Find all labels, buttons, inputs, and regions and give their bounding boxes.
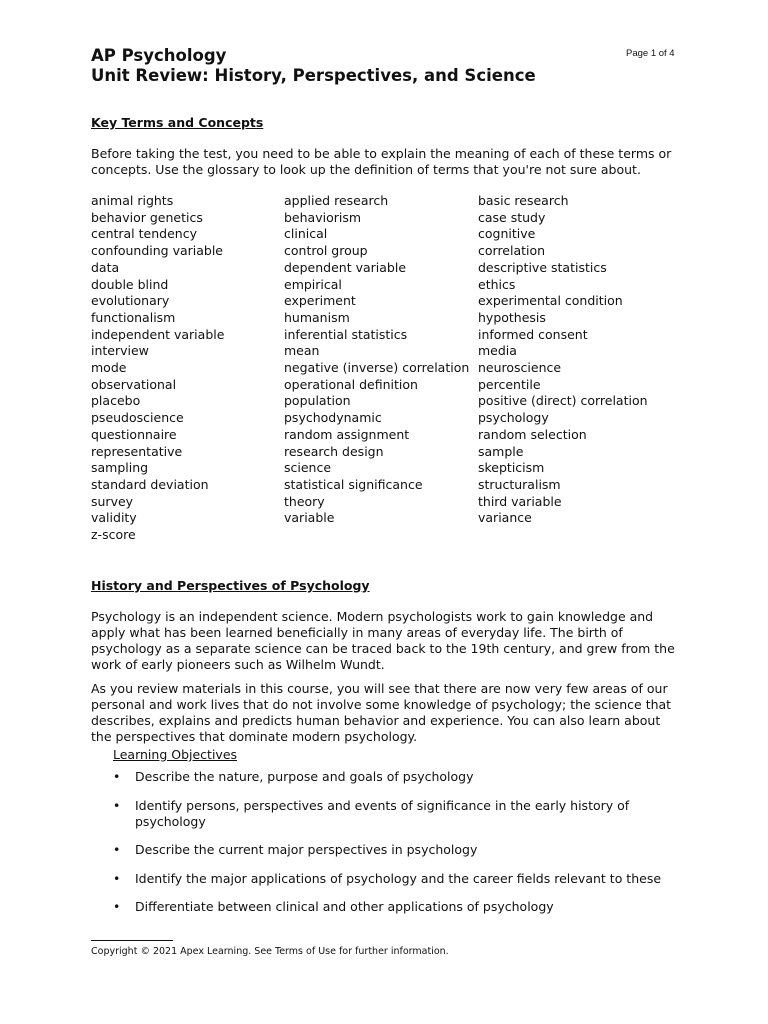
term-item: correlation bbox=[478, 243, 546, 259]
key-terms-list bbox=[91, 193, 691, 544]
term-item: pseudoscience bbox=[91, 410, 184, 426]
term-item: population bbox=[284, 393, 351, 409]
term-item: cognitive bbox=[478, 226, 536, 242]
term-item: science bbox=[284, 460, 332, 476]
history-paragraph-2: As you review materials in this course, you will see that there are now very few areas of our personal and work lives that do not involve some knowledge of psychology; the science that describes, explains and predicts human behavior and experience. You can also learn about the perspectives that dominate modern psychology. bbox=[91, 681, 672, 744]
bullet-icon: • bbox=[113, 842, 121, 857]
term-item: experiment bbox=[284, 293, 356, 309]
page-title bbox=[91, 46, 536, 86]
learning-objective-text: Describe the nature, purpose and goals of psychology bbox=[135, 769, 474, 784]
terms-column-3 bbox=[478, 193, 678, 544]
term-item: structuralism bbox=[478, 476, 561, 492]
unit-title: Unit Review: History, Perspectives, and Science bbox=[91, 66, 536, 85]
term-item: observational bbox=[91, 376, 177, 392]
learning-objectives-list bbox=[113, 769, 673, 928]
term-item: behavior genetics bbox=[91, 209, 203, 225]
term-item: applied research bbox=[284, 193, 389, 208]
term-item: empirical bbox=[284, 276, 342, 292]
terms-column-2 bbox=[284, 193, 478, 544]
term-item: independent variable bbox=[91, 326, 225, 342]
learning-objective-text: Identify the major applications of psychology and the career fields relevant to these bbox=[135, 870, 662, 886]
term-item: clinical bbox=[284, 226, 328, 242]
term-item: basic research bbox=[478, 193, 569, 208]
term-item: random assignment bbox=[284, 426, 410, 442]
term-item: mode bbox=[91, 360, 127, 376]
term-item: representative bbox=[91, 443, 183, 459]
term-item: evolutionary bbox=[91, 293, 170, 309]
key-terms-heading: Key Terms and Concepts bbox=[91, 115, 264, 130]
bullet-icon: • bbox=[113, 899, 121, 914]
course-title: AP Psychology bbox=[91, 46, 227, 65]
learning-objectives-heading: Learning Objectives bbox=[113, 747, 238, 762]
term-item: variable bbox=[284, 510, 335, 526]
term-item: interview bbox=[91, 343, 149, 359]
term-item: variance bbox=[478, 510, 532, 526]
term-item: validity bbox=[91, 510, 137, 526]
learning-objective-text: Differentiate between clinical and other applications of psychology bbox=[135, 899, 554, 914]
term-item: research design bbox=[284, 443, 384, 459]
learning-objective-item bbox=[113, 769, 673, 785]
term-item: functionalism bbox=[91, 309, 176, 325]
term-item: data bbox=[91, 259, 120, 275]
bullet-icon: • bbox=[113, 797, 121, 813]
term-item: negative (inverse) correlation bbox=[284, 360, 470, 376]
term-item: statistical significance bbox=[284, 476, 423, 492]
copyright-footer: Copyright © 2021 Apex Learning. See Terms of Use for further information. bbox=[91, 946, 449, 957]
term-item: experimental condition bbox=[478, 293, 623, 309]
term-item: central tendency bbox=[91, 226, 197, 242]
term-item: neuroscience bbox=[478, 360, 562, 376]
term-item: positive (direct) correlation bbox=[478, 393, 648, 409]
term-item: theory bbox=[284, 493, 325, 509]
term-item: skepticism bbox=[478, 460, 545, 476]
term-item: confounding variable bbox=[91, 243, 224, 259]
term-item: animal rights bbox=[91, 193, 174, 208]
page-number: Page 1 of 4 bbox=[626, 48, 675, 59]
term-item: z-score bbox=[91, 527, 136, 543]
history-heading: History and Perspectives of Psychology bbox=[91, 578, 370, 593]
term-item: inferential statistics bbox=[284, 326, 408, 342]
key-terms-intro: Before taking the test, you need to be able to explain the meaning of each of these terms or concepts. Use the glossary to look up the definition of terms that you're not sure about. bbox=[91, 146, 672, 177]
term-item: operational definition bbox=[284, 376, 418, 392]
term-item: psychology bbox=[478, 410, 549, 426]
learning-objective-text: Describe the current major perspectives in psychology bbox=[135, 842, 478, 857]
learning-objective-text: Identify persons, perspectives and events of significance in the early history of psychology bbox=[135, 797, 630, 829]
term-item: survey bbox=[91, 493, 134, 509]
term-item: control group bbox=[284, 243, 368, 259]
terms-column-1 bbox=[91, 193, 284, 544]
learning-objective-item bbox=[113, 871, 673, 887]
term-item: psychodynamic bbox=[284, 410, 382, 426]
learning-objective-item bbox=[113, 899, 673, 915]
learning-objective-item bbox=[113, 842, 673, 858]
term-item: third variable bbox=[478, 493, 562, 509]
term-item: standard deviation bbox=[91, 476, 209, 492]
term-item: media bbox=[478, 343, 517, 359]
term-item: humanism bbox=[284, 309, 350, 325]
term-item: behaviorism bbox=[284, 209, 362, 225]
bullet-icon: • bbox=[113, 769, 121, 784]
term-item: ethics bbox=[478, 276, 516, 292]
term-item: percentile bbox=[478, 376, 541, 392]
history-paragraph-1: Psychology is an independent science. Modern psychologists work to gain knowledge and apply what has been learned beneficially in many areas of everyday life. The birth of psychology as a separate science can be traced back to the 19th century, and grew from the work of early pioneers such as Wilhelm Wundt. bbox=[91, 609, 675, 672]
term-item: sample bbox=[478, 443, 524, 459]
learning-objective-item bbox=[113, 798, 673, 830]
term-item: questionnaire bbox=[91, 426, 177, 442]
term-item: hypothesis bbox=[478, 309, 546, 325]
term-item: descriptive statistics bbox=[478, 259, 607, 275]
term-item: double blind bbox=[91, 276, 169, 292]
bullet-icon: • bbox=[113, 870, 121, 886]
term-item: sampling bbox=[91, 460, 149, 476]
term-item: informed consent bbox=[478, 326, 588, 342]
term-item: dependent variable bbox=[284, 259, 407, 275]
term-item: placebo bbox=[91, 393, 141, 409]
term-item: random selection bbox=[478, 426, 587, 442]
footer-divider bbox=[91, 940, 173, 941]
term-item: case study bbox=[478, 209, 546, 225]
term-item: mean bbox=[284, 343, 320, 359]
